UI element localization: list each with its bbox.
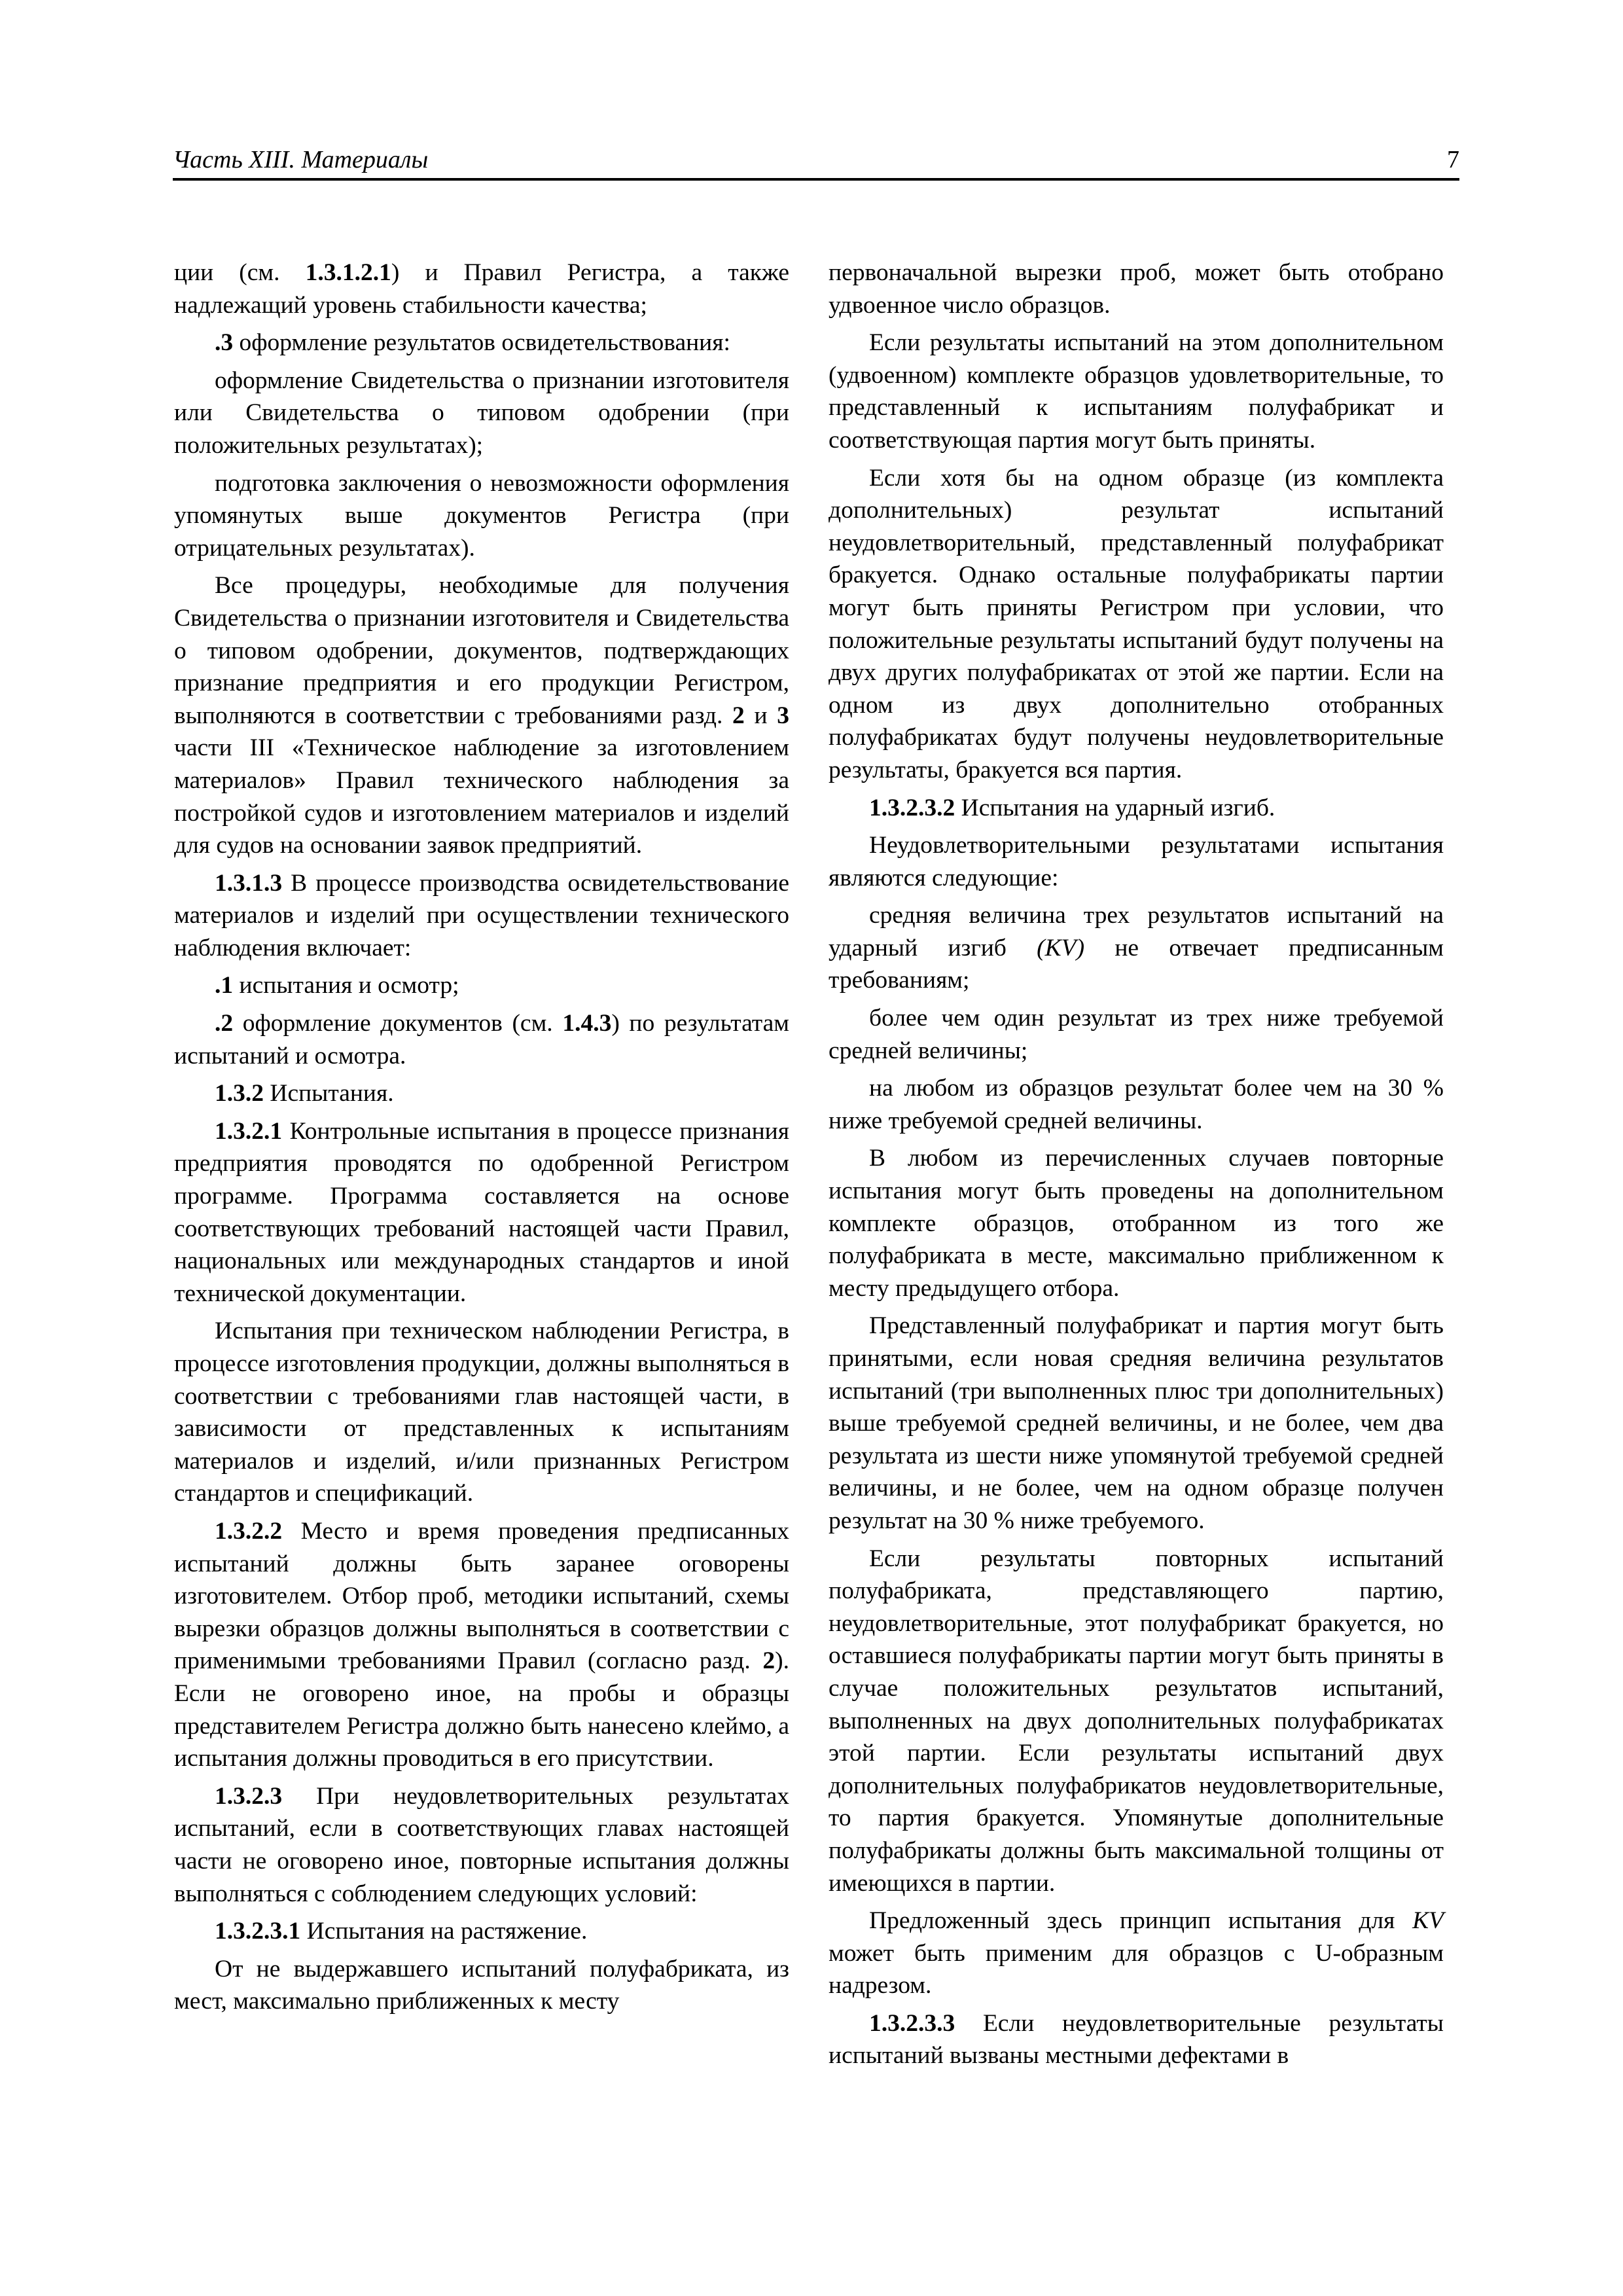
text-run: части III «Техническое наблюдение за изготовлением материалов» Правил технического наблюдения за постройкой судов и изготовлением материалов и изделий для судов на основании заявок предприятий. [174, 734, 789, 859]
bold-text: 1.3.2.3.2 [869, 794, 955, 821]
paragraph [174, 327, 789, 359]
paragraph [174, 257, 789, 321]
text-run: Все процедуры, необходимые для получения Свидетельства о признании изготовителя и Свидетельства о типовом одобрении, документов, подтверждающих признание предприятия и его продукции Регистром, выполняются в соответствии с требованиями разд. [174, 572, 789, 729]
text-run: Если неудовлетворительные результаты испытаний вызваны местными дефектами в [829, 2009, 1444, 2070]
bold-text: .1 [215, 972, 234, 999]
right-column [829, 257, 1444, 2077]
paragraph [829, 1142, 1444, 1304]
text-run: испытания и осмотр; [233, 972, 459, 999]
paragraph [174, 1915, 789, 1948]
paragraph [174, 569, 789, 861]
bold-text: 1.3.2 [215, 1080, 264, 1107]
text-run: ) и Правил Регистра, а также надлежащий уровень стабильности качества; [174, 259, 789, 319]
italic-text: (KV) [1037, 934, 1085, 961]
paragraph [174, 1007, 789, 1072]
paragraph [829, 792, 1444, 825]
bold-text: 1.3.2.3 [215, 1782, 283, 1810]
text-run: подготовка заключения о невозможности оформления упомянутых выше документов Регистра (при отрицательных результатах). [174, 469, 789, 562]
text-run: оформление Свидетельства о признании изготовителя или Свидетельства о типовом одобрении (при положительных результатах); [174, 367, 789, 459]
text-run: При неудовлетворительных результатах испытаний, если в соответствующих главах настоящей части не оговорено иное, повторные испытания должны выполняться с соблюдением следующих условий: [174, 1782, 789, 1907]
paragraph [174, 1953, 789, 2018]
text-run: ции (см. [174, 259, 306, 286]
paragraph [829, 1310, 1444, 1537]
text-run: не отвечает предписанным требованиям; [829, 934, 1444, 994]
bold-text: 1.3.2.1 [215, 1117, 283, 1145]
paragraph [829, 327, 1444, 456]
text-run: Контрольные испытания в процессе признания предприятия проводятся по одобренной Регистром программе. Программа составляется на основе соответствующих требований настоящей части Правил, национальных или международных стандартов и иной технической документации. [174, 1117, 789, 1307]
bold-text: .3 [215, 329, 234, 357]
running-header [173, 139, 1459, 181]
paragraph [829, 1002, 1444, 1067]
text-run: первоначальной вырезки проб, может быть отобрано удвоенное число образцов. [829, 259, 1444, 319]
text-run: оформление результатов освидетельствования: [233, 329, 730, 357]
paragraph [829, 257, 1444, 321]
text-run: Предложенный здесь принцип испытания для [869, 1907, 1413, 1935]
bold-text: 3 [777, 702, 789, 729]
bold-text: 1.3.2.3.1 [215, 1918, 301, 1945]
text-run: Представленный полуфабрикат и партия могут быть принятыми, если новая средняя величина результатов испытаний (три выполненных плюс три дополнительных) выше требуемой средней величины, и не более, чем два результата из шести ниже упомянутой требуемой средней величины, и не более, чем на одном образце получен результат на 30 % ниже требуемого. [829, 1312, 1444, 1534]
text-run: Если хотя бы на одном образце (из комплекта дополнительных) результат испытаний неудовлетворительный, представленный полуфабрикат бракуется. Однако остальные полуфабрикаты партии могут быть приняты Регистром при условии, что положительные результаты испытаний будут получены на двух других полуфабрикатах от этой же партии. Если на одном из двух дополнительно отобранных полуфабрикатах будут получены неудовлетворительные результаты, бракуется вся партия. [829, 464, 1444, 783]
paragraph [174, 969, 789, 1002]
text-run: Если результаты повторных испытаний полуфабриката, представляющего партию, неудовлетворительные, этот полуфабрикат бракуется, но оставшиеся полуфабрикаты партии могут быть приняты в случае положительных результатов испытаний, выполненных на двух дополнительных полуфабрикатах этой партии. Если результаты испытаний двух дополнительных полуфабрикатов неудовлетворительные, то партия бракуется. Упомянутые дополнительные полуфабрикаты должны быть максимальной толщины от имеющихся в партии. [829, 1545, 1444, 1897]
left-column [174, 257, 789, 2023]
text-run: оформление документов (см. [233, 1010, 563, 1037]
bold-text: 1.3.2.2 [215, 1517, 283, 1545]
text-run: более чем один результат из трех ниже требуемой средней величины; [829, 1005, 1444, 1064]
paragraph [174, 1515, 789, 1775]
paragraph [829, 462, 1444, 787]
bold-text: .2 [215, 1010, 234, 1037]
text-run: Испытания. [264, 1080, 394, 1107]
text-run: средняя величина трех результатов испытаний на ударный изгиб [829, 902, 1444, 961]
paragraph [174, 1077, 789, 1110]
text-run: Испытания при техническом наблюдении Регистра, в процессе изготовления продукции, должны выполняться в соответствии с требованиями глав настоящей части, в зависимости от представленных к испытаниям материалов и изделий, и/или признанных Регистром стандартов и спецификаций. [174, 1318, 789, 1507]
text-run: и [744, 702, 777, 729]
paragraph [174, 1780, 789, 1910]
paragraph [174, 365, 789, 462]
text-run: Испытания на ударный изгиб. [955, 794, 1275, 821]
paragraph [829, 2007, 1444, 2072]
text-run: В процессе производства освидетельствование материалов и изделий при осуществлении технического наблюдения включает: [174, 869, 789, 961]
paragraph [829, 829, 1444, 894]
text-run: ) по результатам испытаний и осмотра. [174, 1010, 789, 1069]
header-title: Часть XIII. Материалы [173, 146, 429, 173]
page-number: 7 [1447, 146, 1459, 173]
bold-text: 1.4.3 [562, 1010, 612, 1037]
text-run: Испытания на растяжение. [300, 1918, 588, 1945]
paragraph [829, 899, 1444, 997]
bold-text: 1.3.1.2.1 [305, 259, 391, 286]
bold-text: 1.3.1.3 [215, 869, 283, 897]
text-run: Если результаты испытаний на этом дополнительном (удвоенном) комплекте образцов удовлетворительные, то представленный к испытаниям полуфабрикат и соответствующая партия могут быть приняты. [829, 329, 1444, 454]
paragraph [174, 467, 789, 565]
paragraph [829, 1543, 1444, 1900]
paragraph [829, 1905, 1444, 2002]
text-run: Неудовлетворительными результатами испытания являются следующие: [829, 832, 1444, 891]
paragraph [174, 867, 789, 965]
text-run: Место и время проведения предписанных испытаний должны быть заранее оговорены изготовителем. Отбор проб, методики испытаний, схемы вырезки образцов должны выполняться в соответствии с применимыми требованиями Правил (согласно разд. [174, 1517, 789, 1675]
paragraph [174, 1315, 789, 1510]
paragraph [829, 1072, 1444, 1137]
bold-text: 1.3.2.3.3 [869, 2009, 955, 2037]
text-run: может быть применим для образцов с U-образным надрезом. [829, 1939, 1444, 2000]
bold-text: 2 [732, 702, 745, 729]
text-run: От не выдержавшего испытаний полуфабриката, из мест, максимально приближенных к месту [174, 1955, 789, 2015]
text-run: ). Если не оговорено иное, на пробы и образцы представителем Регистра должно быть нанесено клеймо, а испытания должны проводиться в его присутствии. [174, 1647, 789, 1772]
italic-text: KV [1412, 1907, 1444, 1935]
paragraph [174, 1115, 789, 1310]
text-run: на любом из образцов результат более чем на 30 % ниже требуемой средней величины. [829, 1075, 1444, 1134]
text-run: В любом из перечисленных случаев повторные испытания могут быть проведены на дополнительном комплекте образцов, отобранном из того же полуфабриката в месте, максимально приближенном к месту предыдущего отбора. [829, 1145, 1444, 1302]
bold-text: 2 [762, 1647, 776, 1675]
